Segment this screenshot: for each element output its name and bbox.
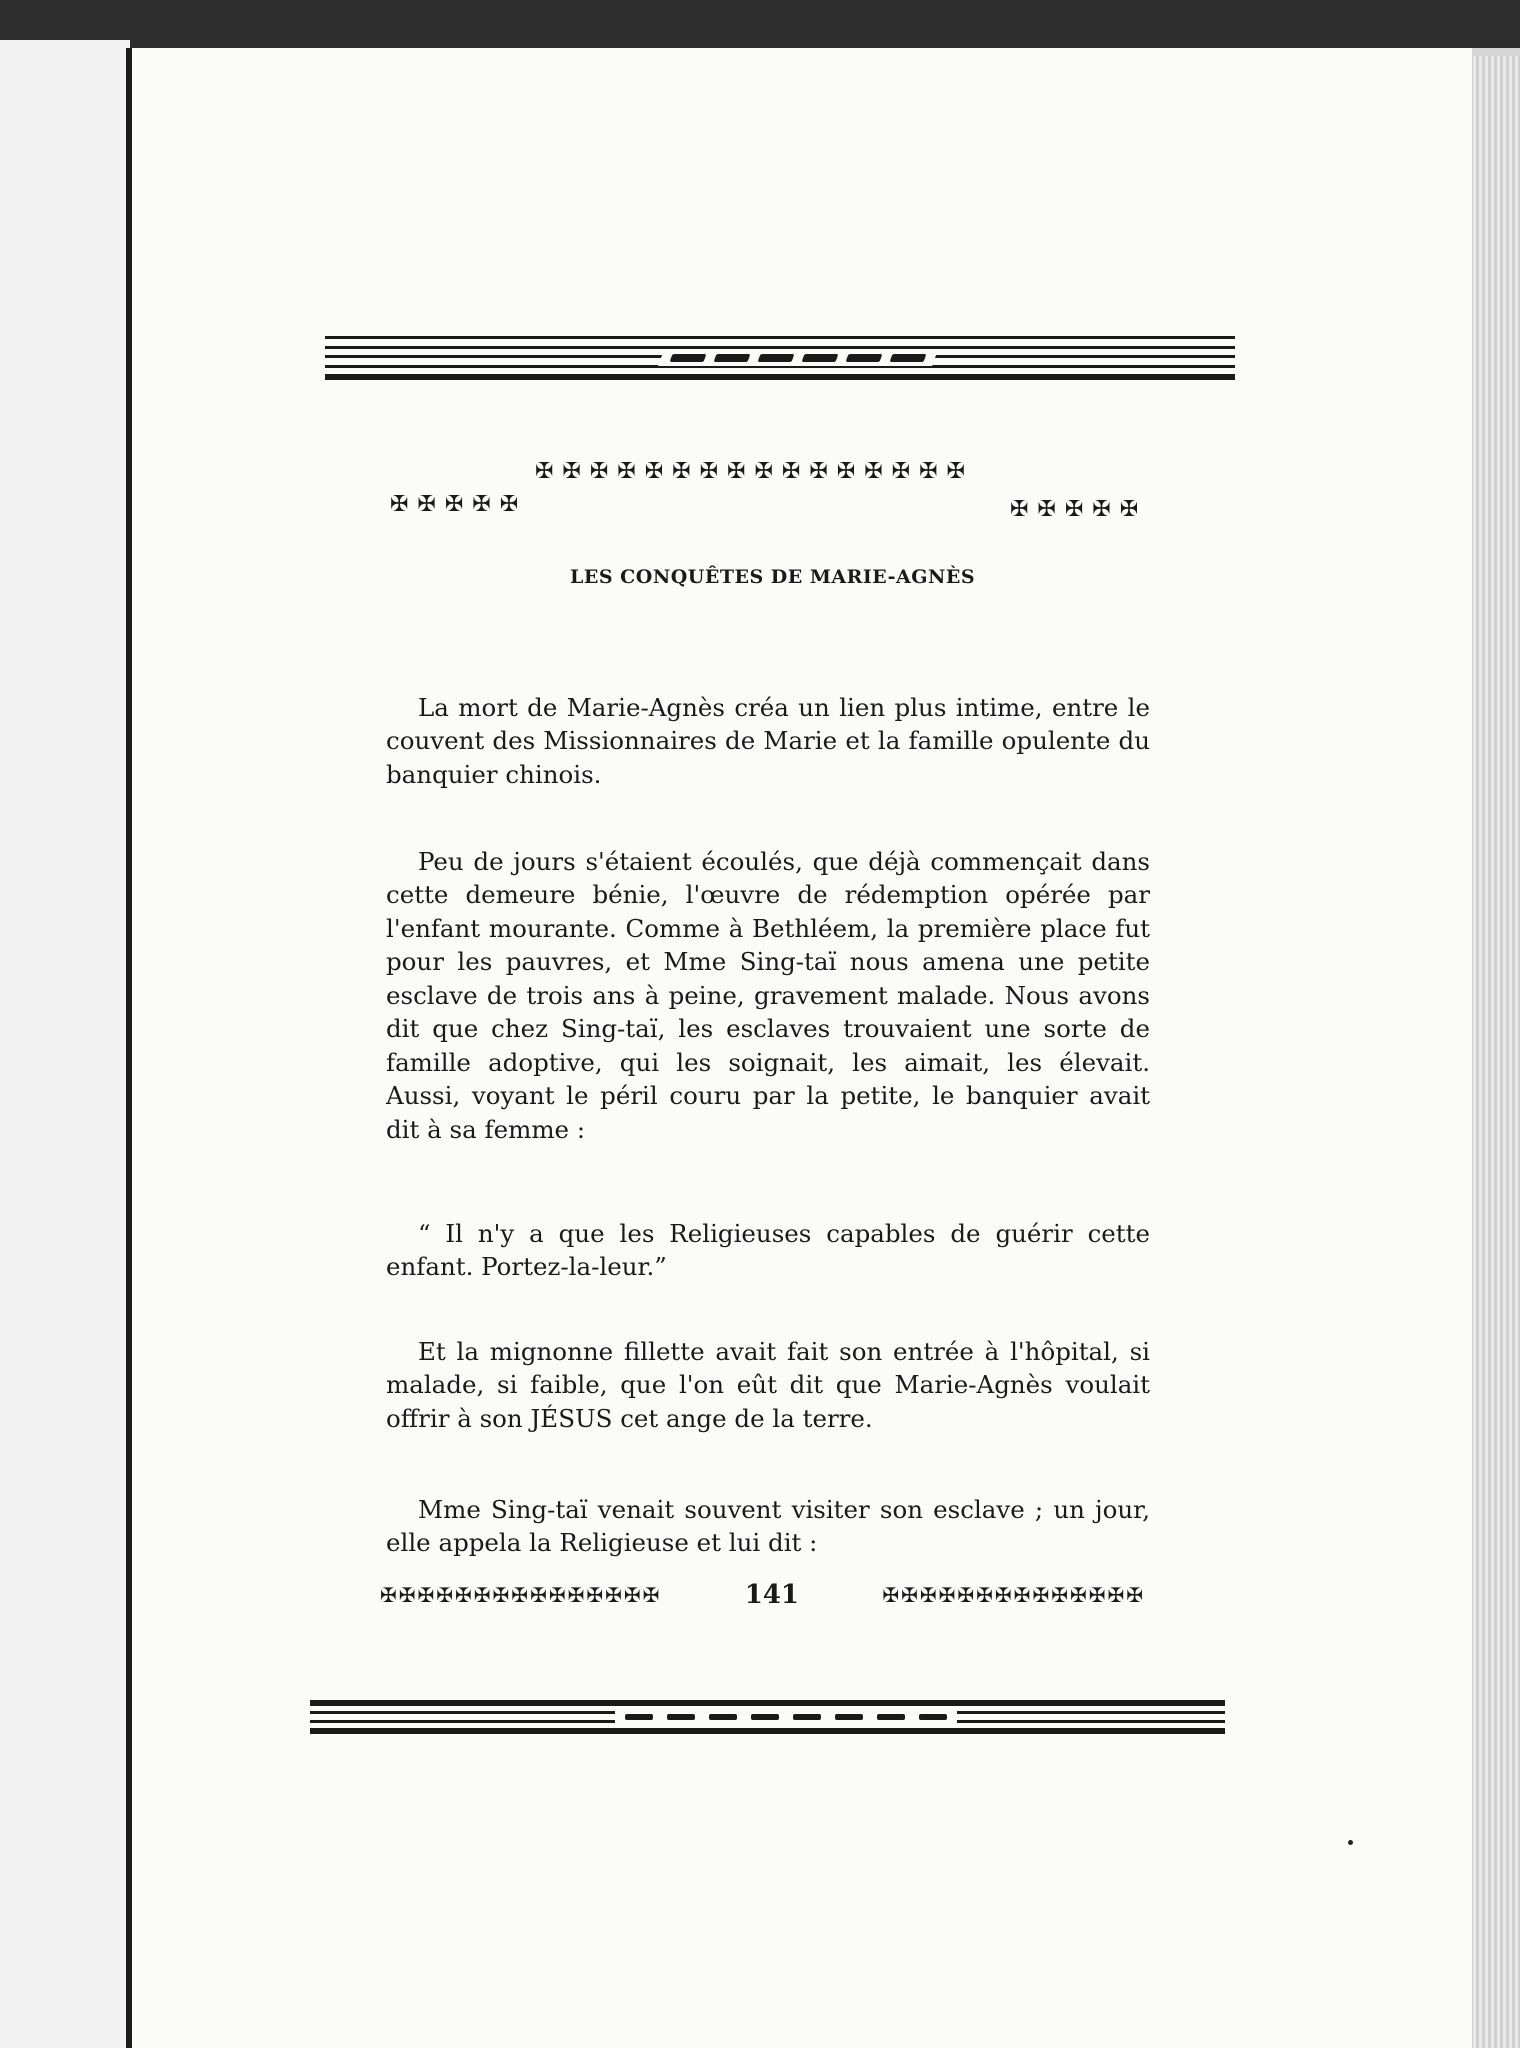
page-number: 141: [744, 1580, 800, 1610]
cross-ornament-left: ✠✠✠✠✠: [390, 491, 528, 516]
page-edges: [1470, 56, 1520, 2048]
facing-page: [0, 40, 130, 2048]
footer-ornament-motif: [615, 1710, 957, 1724]
paragraph-2: Peu de jours s'étaient écoulés, que déjà commençait dans cette demeure bénie, l'œuvre de rédemption opérée par l'enfant mourante. Comme à Bethléem, la première place fut pour les pauvres, et Mme Sing-taï nous amena une petite esclave de trois ans à peine, gravement malade. Nous avons dit que chez Sing-taï, les esclaves trouvaient une sorte de famille adoptive, qui les soignait, les aimait, les élevait. Aussi, voyant le péril couru par la petite, le banquier avait dit à sa femme :: [386, 846, 1150, 1144]
footer-crosses-left: ✠✠✠✠✠✠✠✠✠✠✠✠✠✠✠: [380, 1584, 662, 1607]
footer-ornament-rule: [310, 1700, 1225, 1734]
cross-ornament-right: ✠✠✠✠✠: [1010, 496, 1148, 521]
header-ornament-rule: [325, 336, 1235, 380]
scan-speck: [1348, 1840, 1353, 1845]
paragraph-4: Et la mignonne fillette avait fait son entrée à l'hôpital, si malade, si faible, que l'on eût dit que Marie-Agnès voulait offrir à son JÉSUS cet ange de la terre.: [386, 1336, 1150, 1433]
cross-ornament-row: ✠✠✠✠✠✠✠✠✠✠✠✠✠✠✠✠: [535, 458, 974, 483]
paragraph-3: “ Il n'y a que les Religieuses capables de guérir cette enfant. Portez-la-leur.”: [386, 1218, 1150, 1281]
chapter-title: LES CONQUÊTES DE MARIE-AGNÈS: [570, 566, 976, 588]
paragraph-5: Mme Sing-taï venait souvent visiter son esclave ; un jour, elle appela la Religieuse et lui dit :: [386, 1494, 1150, 1557]
scan-top-edge: [0, 0, 1520, 48]
paragraph-1: La mort de Marie-Agnès créa un lien plus intime, entre le couvent des Missionnaires de Marie et la famille opulente du banquier chinois.: [386, 692, 1150, 789]
header-ornament-motif: [658, 350, 938, 366]
page-footer: [380, 1580, 1145, 1610]
footer-crosses-right: ✠✠✠✠✠✠✠✠✠✠✠✠✠✠: [882, 1584, 1145, 1607]
